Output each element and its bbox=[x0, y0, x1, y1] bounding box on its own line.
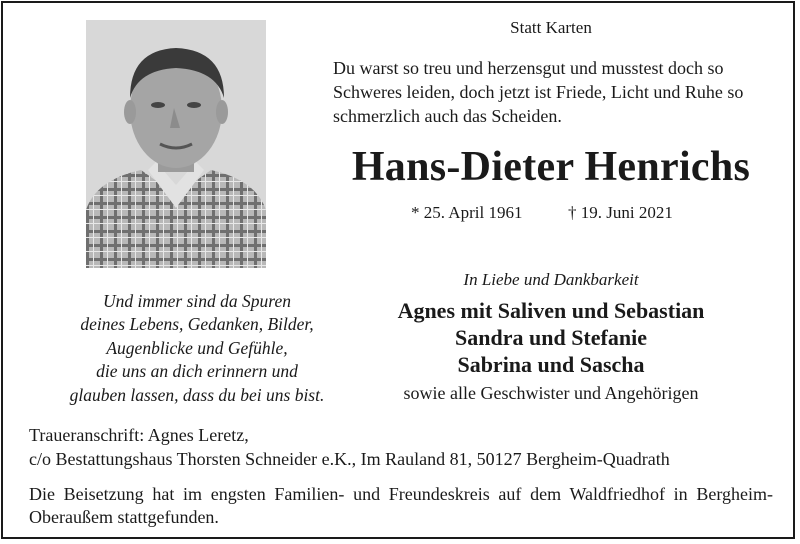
funeral-note: Die Beisetzung hat im engsten Familien- und Freundeskreis auf dem Waldfriedhof in Bergheim-Oberaußem stattgefunden. bbox=[29, 484, 773, 527]
poem-line: deines Lebens, Gedanken, Bilder, bbox=[80, 314, 314, 334]
mourner-line: Sabrina und Sascha bbox=[457, 352, 645, 377]
birth-date: * 25. April 1961 bbox=[411, 203, 523, 222]
memorial-verse: Du warst so treu und herzensgut und musstest doch so Schweres leiden, doch jetzt ist Friede, Licht und Ruhe so schmerzlich auch das Scheiden. bbox=[333, 58, 744, 126]
poem-line: Augenblicke und Gefühle, bbox=[106, 338, 288, 358]
gratitude-intro: In Liebe und Dankbarkeit bbox=[463, 270, 639, 289]
portrait-illustration bbox=[86, 20, 266, 268]
statt-karten-heading: Statt Karten bbox=[510, 18, 592, 37]
portrait-photo bbox=[86, 20, 266, 268]
poem-line: die uns an dich erinnern und bbox=[96, 361, 298, 381]
death-date: † 19. Juni 2021 bbox=[568, 203, 673, 222]
poem-line: glauben lassen, dass du bei uns bist. bbox=[69, 385, 325, 405]
mourning-address-name: Traueranschrift: Agnes Leretz, bbox=[29, 425, 249, 445]
other-relatives: sowie alle Geschwister und Angehörigen bbox=[403, 383, 699, 403]
deceased-name: Hans-Dieter Henrichs bbox=[351, 144, 751, 190]
mourner-line: Sandra und Stefanie bbox=[455, 325, 647, 350]
poem-line: Und immer sind da Spuren bbox=[103, 291, 291, 311]
mourning-address-street: c/o Bestattungshaus Thorsten Schneider e.K., Im Rauland 81, 50127 Bergheim-Quadrath bbox=[29, 449, 670, 469]
mourner-line: Agnes mit Saliven und Sebastian bbox=[397, 298, 705, 323]
